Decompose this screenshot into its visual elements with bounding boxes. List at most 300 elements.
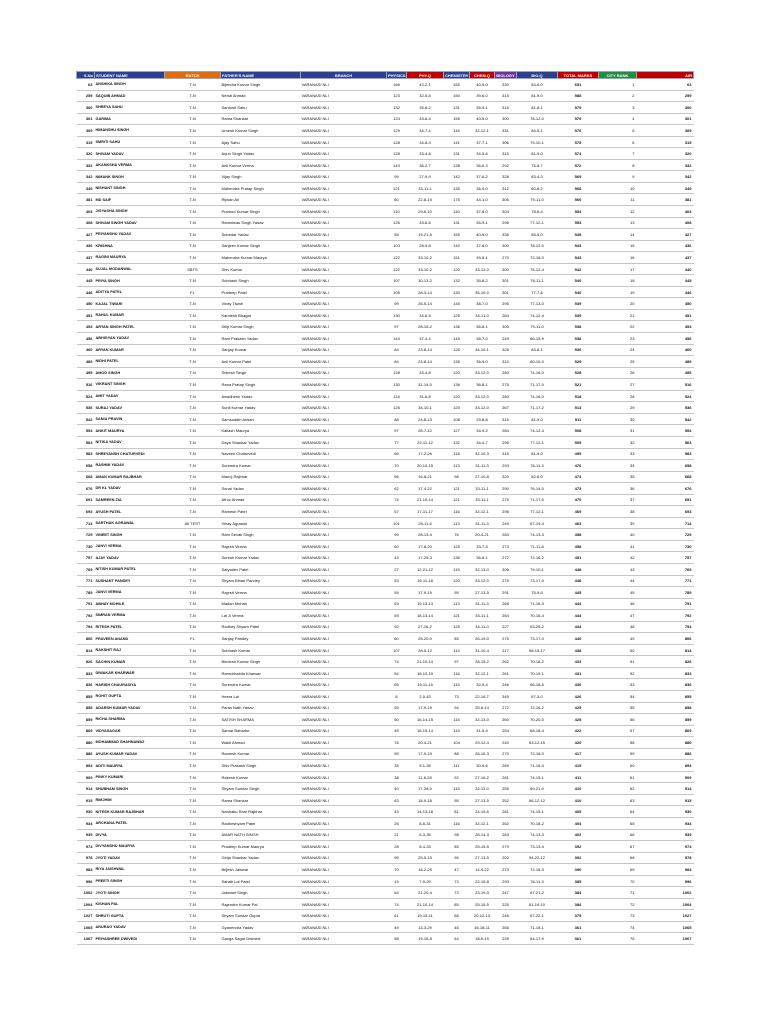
cell-sno: 456 <box>77 333 95 345</box>
cell-air: 729 <box>637 529 694 541</box>
cell-batch: T-N <box>165 540 221 552</box>
cell-city-rank: 48 <box>599 621 637 633</box>
cell-physics: 28 <box>387 841 407 853</box>
cell-branch: VARANASI NLI <box>301 436 387 448</box>
cell-batch: T-N <box>165 171 221 183</box>
cell-bio-q: 75-9-6 <box>517 587 558 599</box>
cell-chemistry: 121 <box>444 483 470 495</box>
cell-city-rank: 51 <box>599 656 637 668</box>
cell-chemistry: 116 <box>444 125 470 137</box>
cell-bio-q: 78-12-0 <box>517 113 558 125</box>
table-row <box>77 333 694 345</box>
cell-physics: 65 <box>387 679 407 691</box>
cell-bio-q: 83-4-3 <box>517 171 558 183</box>
table-row <box>77 448 694 460</box>
cell-chemistry: 92 <box>444 771 470 783</box>
cell-chemistry: 121 <box>444 494 470 506</box>
cell-chemistry: 98 <box>444 471 470 483</box>
cell-physics: 64 <box>387 887 407 899</box>
cell-chem-q: 27-10-8 <box>470 471 495 483</box>
cell-air: 495 <box>637 367 694 379</box>
cell-chemistry: 76 <box>444 529 470 541</box>
cell-chemistry: 85 <box>444 841 470 853</box>
cell-sno: 939 <box>77 829 95 841</box>
cell-biology: 260 <box>495 714 517 726</box>
cell-father-name: Naveen Chaturvedi <box>221 448 301 460</box>
cell-bio-q: 70-18-2 <box>517 656 558 668</box>
cell-batch: T-N <box>165 852 221 864</box>
cell-phy-q: 22-8-15 <box>407 194 444 206</box>
header-phy-q: PHY.Q <box>407 72 444 79</box>
cell-biology: 315 <box>495 90 517 102</box>
cell-student-name: NIMANK SINGH <box>95 171 165 183</box>
cell-city-rank: 38 <box>599 506 637 518</box>
cell-student-name: JYOTI YADAV <box>95 852 165 864</box>
cell-batch: T-N <box>165 783 221 795</box>
table-row <box>77 852 694 864</box>
cell-biology: 246 <box>495 679 517 691</box>
cell-air: 536 <box>637 402 694 414</box>
cell-phy-q: 24-8-13 <box>407 413 444 425</box>
cell-phy-q: 33-10-2 <box>407 263 444 275</box>
cell-chem-q: 39-6-0 <box>470 90 495 102</box>
cell-sno: 1004 <box>77 898 95 910</box>
cell-city-rank: 71 <box>599 887 637 899</box>
cell-branch: VARANASI NLI <box>301 413 387 425</box>
cell-city-rank: 20 <box>599 298 637 310</box>
cell-phy-q: 7-9-29 <box>407 875 444 887</box>
cell-sno: 934 <box>77 818 95 830</box>
table-row <box>77 148 694 160</box>
cell-father-name: Samar Bahadur <box>221 725 301 737</box>
cell-batch: T-N <box>165 240 221 252</box>
cell-father-name: Subedar Yadav <box>221 229 301 241</box>
cell-chem-q: 44-1-0 <box>470 194 495 206</box>
cell-chem-q: 33-12-0 <box>470 575 495 587</box>
cell-phy-q: 18-13-14 <box>407 610 444 622</box>
cell-chem-q: 31-5-9 <box>470 725 495 737</box>
cell-student-name: KISHAN PAL <box>95 898 165 910</box>
cell-chem-q: 27-13-5 <box>470 587 495 599</box>
cell-biology: 312 <box>495 182 517 194</box>
cell-air: 524 <box>637 390 694 402</box>
cell-biology: 252 <box>495 794 517 806</box>
cell-city-rank: 4 <box>599 113 637 125</box>
cell-chemistry: 125 <box>444 309 470 321</box>
cell-batch: T-N <box>165 90 221 102</box>
cell-total-marks: 499 <box>558 448 599 460</box>
cell-biology: 239 <box>495 933 517 945</box>
cell-student-name: ROHIT GUPTA <box>95 690 165 702</box>
cell-chemistry: 104 <box>444 737 470 749</box>
cell-phy-q: 31-6-8 <box>407 390 444 402</box>
table-row <box>77 898 694 910</box>
cell-phy-q: 17-8-20 <box>407 540 444 552</box>
cell-chemistry: 175 <box>444 194 470 206</box>
cell-total-marks: 411 <box>558 771 599 783</box>
cell-biology: 280 <box>495 367 517 379</box>
cell-batch: T-N <box>165 679 221 691</box>
cell-sno: 1002 <box>77 887 95 899</box>
table-row <box>77 610 694 622</box>
cell-chem-q: 33-7-5 <box>470 540 495 552</box>
cell-phy-q: 30-13-2 <box>407 275 444 287</box>
cell-phy-q: 37-4-4 <box>407 333 444 345</box>
cell-city-rank: 7 <box>599 148 637 160</box>
cell-bio-q: 64-17-9 <box>517 933 558 945</box>
table-row <box>77 460 694 472</box>
cell-chem-q: 14-9-22 <box>470 864 495 876</box>
cell-branch: VARANASI NLI <box>301 529 387 541</box>
cell-chemistry: 114 <box>444 644 470 656</box>
cell-biology: 270 <box>495 748 517 760</box>
cell-student-name: PRIYANSHU YADAV <box>95 229 165 241</box>
cell-air: 826 <box>637 656 694 668</box>
cell-student-name: JANVI VERMA <box>95 587 165 599</box>
cell-sno: 855 <box>77 690 95 702</box>
cell-physics: 27 <box>387 563 407 575</box>
cell-air: 456 <box>637 333 694 345</box>
cell-total-marks: 575 <box>558 136 599 148</box>
cell-phy-q: 19-11-15 <box>407 679 444 691</box>
cell-chem-q: 26-16-3 <box>470 748 495 760</box>
cell-chemistry: 73 <box>444 875 470 887</box>
cell-air: 939 <box>637 829 694 841</box>
cell-bio-q: 76-11-3 <box>517 460 558 472</box>
cell-branch: VARANASI NLI <box>301 910 387 922</box>
cell-batch: T-N <box>165 933 221 945</box>
cell-city-rank: 24 <box>599 344 637 356</box>
cell-branch: VARANASI NLI <box>301 610 387 622</box>
cell-air: 886 <box>637 748 694 760</box>
cell-phy-q: 21-20-4 <box>407 887 444 899</box>
cell-air: 381 <box>637 194 694 206</box>
cell-chem-q: 34-9-2 <box>470 425 495 437</box>
table-row <box>77 679 694 691</box>
cell-total-marks: 420 <box>558 737 599 749</box>
cell-bio-q: 74-15-1 <box>517 806 558 818</box>
cell-student-name: ABHIGYAN YADAV <box>95 333 165 345</box>
cell-branch: VARANASI NLI <box>301 229 387 241</box>
cell-branch: VARANASI NLI <box>301 714 387 726</box>
cell-batch: T-N <box>165 367 221 379</box>
table-row <box>77 309 694 321</box>
cell-student-name: SHREYA SAHU <box>95 102 165 114</box>
cell-biology: 267 <box>495 402 517 414</box>
cell-biology: 249 <box>495 333 517 345</box>
cell-student-name: RAHUL KUMAR <box>95 309 165 321</box>
cell-chemistry: 115 <box>444 563 470 575</box>
cell-physics: 128 <box>387 136 407 148</box>
cell-sno: 730 <box>77 540 95 552</box>
cell-phy-q: 34-8-3 <box>407 136 444 148</box>
cell-branch: VARANASI NLI <box>301 275 387 287</box>
cell-biology: 281 <box>495 806 517 818</box>
cell-bio-q: 71-16-3 <box>517 598 558 610</box>
cell-city-rank: 9 <box>599 171 637 183</box>
cell-biology: 275 <box>495 494 517 506</box>
cell-chemistry: 155 <box>444 79 470 91</box>
cell-branch: VARANASI NLI <box>301 898 387 910</box>
cell-city-rank: 68 <box>599 852 637 864</box>
cell-chemistry: 46 <box>444 921 470 933</box>
cell-sno: 542 <box>77 413 95 425</box>
cell-chemistry: 68 <box>444 910 470 922</box>
table-row <box>77 864 694 876</box>
cell-sno: 315 <box>77 136 95 148</box>
table-row <box>77 344 694 356</box>
cell-air: 563 <box>637 436 694 448</box>
cell-student-name: SHIVAM YADAV <box>95 148 165 160</box>
cell-father-name: SATISH SHARMA <box>221 714 301 726</box>
cell-chem-q: 36-8-1 <box>470 552 495 564</box>
cell-biology: 326 <box>495 344 517 356</box>
cell-chemistry: 127 <box>444 425 470 437</box>
cell-biology: 275 <box>495 379 517 391</box>
cell-father-name: Ramesh Kumar <box>221 748 301 760</box>
cell-city-rank: 5 <box>599 125 637 137</box>
cell-physics: 38 <box>387 771 407 783</box>
cell-biology: 262 <box>495 818 517 830</box>
cell-bio-q: 61-19-10 <box>517 898 558 910</box>
cell-total-marks: 458 <box>558 529 599 541</box>
cell-father-name: Shiv Prakash Singh <box>221 760 301 772</box>
cell-bio-q: 74-13-3 <box>517 529 558 541</box>
cell-student-name: VIDYASAGAR <box>95 725 165 737</box>
cell-batch: T-N <box>165 864 221 876</box>
cell-chemistry: 111 <box>444 760 470 772</box>
cell-bio-q: 73-17-0 <box>517 575 558 587</box>
cell-chemistry: 142 <box>444 171 470 183</box>
cell-student-name: DIVYANSHU MAURYA <box>95 841 165 853</box>
cell-father-name: Rama Shankar <box>221 113 301 125</box>
cell-city-rank: 13 <box>599 217 637 229</box>
cell-phy-q: 42-2-1 <box>407 79 444 91</box>
cell-city-rank: 74 <box>599 921 637 933</box>
cell-sno: 826 <box>77 656 95 668</box>
cell-phy-q: 33-8-4 <box>407 113 444 125</box>
cell-branch: VARANASI NLI <box>301 182 387 194</box>
cell-batch: T-N <box>165 333 221 345</box>
cell-father-name: Rajesh Verma <box>221 587 301 599</box>
cell-biology: 306 <box>495 194 517 206</box>
cell-batch: FL <box>165 633 221 645</box>
cell-physics: 66 <box>387 448 407 460</box>
cell-batch: T-N <box>165 818 221 830</box>
cell-chem-q: 34-4-7 <box>470 436 495 448</box>
header-physics: PHYSICS <box>388 72 406 78</box>
cell-batch: T-N <box>165 794 221 806</box>
cell-biology: 306 <box>495 136 517 148</box>
cell-bio-q: 75-8-7 <box>517 159 558 171</box>
cell-father-name: Anil Kumar Patel <box>221 356 301 368</box>
cell-chem-q: 32-12-1 <box>470 818 495 830</box>
cell-chemistry: 85 <box>444 898 470 910</box>
cell-batch: T-N <box>165 806 221 818</box>
cell-bio-q: 81-9-0 <box>517 90 558 102</box>
cell-batch: T-N <box>165 702 221 714</box>
table-row <box>77 217 694 229</box>
cell-student-name: HIMANSHU SINGH <box>95 125 165 137</box>
cell-air: 658 <box>637 460 694 472</box>
cell-student-name: ANSHIKA SINGH <box>95 79 165 91</box>
cell-total-marks: 521 <box>558 379 599 391</box>
cell-father-name: Daya Shankar Yadav <box>221 436 301 448</box>
cell-father-name: Surendra Kumar <box>221 679 301 691</box>
cell-biology: 301 <box>495 275 517 287</box>
cell-phy-q: 17-9-19 <box>407 587 444 599</box>
cell-air: 996 <box>637 875 694 887</box>
cell-batch: T-N <box>165 402 221 414</box>
cell-air: 300 <box>637 102 694 114</box>
cell-total-marks: 543 <box>558 240 599 252</box>
cell-batch: T-N <box>165 309 221 321</box>
cell-student-name: RITESH PATEL <box>95 621 165 633</box>
cell-city-rank: 32 <box>599 436 637 448</box>
cell-bio-q: 76-14-0 <box>517 483 558 495</box>
cell-total-marks: 390 <box>558 864 599 876</box>
cell-student-name: JIGYASHA SINGH <box>95 206 165 218</box>
cell-city-rank: 53 <box>599 679 637 691</box>
cell-physics: 63 <box>387 598 407 610</box>
cell-air: 460 <box>637 344 694 356</box>
cell-physics: 55 <box>387 229 407 241</box>
cell-physics: 97 <box>387 321 407 333</box>
cell-chem-q: 28-15-2 <box>470 656 495 668</box>
cell-branch: VARANASI NLI <box>301 171 387 183</box>
cell-biology: 272 <box>495 552 517 564</box>
cell-sno: 342 <box>77 171 95 183</box>
table-row <box>77 841 694 853</box>
cell-student-name: MOHAMMAD SHAHNAWAZ <box>95 737 165 749</box>
cell-city-rank: 49 <box>599 633 637 645</box>
cell-chem-q: 23-19-3 <box>470 887 495 899</box>
cell-biology: 264 <box>495 610 517 622</box>
cell-sno: 446 <box>77 286 95 298</box>
cell-phy-q: 21-10-14 <box>407 898 444 910</box>
cell-chem-q: 40-5-0 <box>470 229 495 241</box>
cell-student-name: GARIMA <box>95 113 165 125</box>
cell-chemistry: 136 <box>444 379 470 391</box>
cell-sno: 814 <box>77 644 95 656</box>
cell-physics: 50 <box>387 714 407 726</box>
cell-air: 315 <box>637 136 694 148</box>
cell-chem-q: 35-8-2 <box>470 275 495 287</box>
cell-chem-q: 29-12-4 <box>470 737 495 749</box>
table-row <box>77 517 694 529</box>
cell-chemistry: 94 <box>444 702 470 714</box>
cell-city-rank: 41 <box>599 540 637 552</box>
cell-biology: 330 <box>495 79 517 91</box>
cell-phy-q: 33-11-1 <box>407 182 444 194</box>
cell-phy-q: 17-4-22 <box>407 483 444 495</box>
table-row <box>77 182 694 194</box>
cell-sno: 495 <box>77 367 95 379</box>
cell-sno: 836 <box>77 679 95 691</box>
cell-batch: T-N <box>165 737 221 749</box>
table-row <box>77 413 694 425</box>
cell-chemistry: 64 <box>444 933 470 945</box>
cell-physics: 132 <box>387 102 407 114</box>
cell-physics: 118 <box>387 390 407 402</box>
results-table <box>76 71 694 945</box>
cell-biology: 300 <box>495 263 517 275</box>
cell-phy-q: 31-14-0 <box>407 379 444 391</box>
cell-air: 771 <box>637 575 694 587</box>
table-row <box>77 748 694 760</box>
cell-air: 833 <box>637 667 694 679</box>
table-row <box>77 529 694 541</box>
cell-chemistry: 73 <box>444 887 470 899</box>
cell-student-name: ABHAY MOHILE <box>95 598 165 610</box>
cell-batch: T-N <box>165 125 221 137</box>
cell-air: 836 <box>637 679 694 691</box>
cell-bio-q: 66-18-6 <box>517 679 558 691</box>
cell-student-name: NITISH KUMAR PATEL <box>95 563 165 575</box>
cell-student-name: RAGINI MAURYA <box>95 252 165 264</box>
cell-city-rank: 23 <box>599 333 637 345</box>
cell-phy-q: 28-5-12 <box>407 644 444 656</box>
cell-air: 403 <box>637 206 694 218</box>
cell-chem-q: 32-10-3 <box>470 448 495 460</box>
cell-physics: 8 <box>387 690 407 702</box>
cell-sno: 437 <box>77 252 95 264</box>
cell-air: 554 <box>637 425 694 437</box>
cell-chem-q: 40-5-0 <box>470 113 495 125</box>
cell-bio-q: 68-18-4 <box>517 725 558 737</box>
cell-phy-q: 33-6-6 <box>407 217 444 229</box>
cell-student-name: VIKRANT SINGH <box>95 379 165 391</box>
cell-batch: T-N <box>165 390 221 402</box>
cell-sno: 489 <box>77 356 95 368</box>
cell-city-rank: 64 <box>599 806 637 818</box>
cell-air: 668 <box>637 471 694 483</box>
cell-phy-q: 23-8-14 <box>407 344 444 356</box>
cell-father-name: Bindesh Kumar Singh <box>221 656 301 668</box>
cell-physics: 54 <box>387 667 407 679</box>
cell-student-name: SHIVAM SINGH YADAV <box>95 217 165 229</box>
cell-batch: T-N <box>165 829 221 841</box>
cell-father-name: AMAR NATH SINGH <box>221 829 301 841</box>
table-row <box>77 921 694 933</box>
table-row <box>77 159 694 171</box>
cell-city-rank: 58 <box>599 737 637 749</box>
cell-total-marks: 426 <box>558 690 599 702</box>
cell-total-marks: 528 <box>558 367 599 379</box>
cell-branch: VARANASI NLI <box>301 344 387 356</box>
cell-chemistry: 108 <box>444 413 470 425</box>
cell-student-name: AJAY YADAV <box>95 552 165 564</box>
cell-total-marks: 410 <box>558 783 599 795</box>
cell-batch: T-N <box>165 771 221 783</box>
cell-phy-q: 23-8-14 <box>407 356 444 368</box>
cell-chem-q: 35-9-1 <box>470 102 495 114</box>
cell-student-name: PRAVEEN ANAND <box>95 633 165 645</box>
cell-city-rank: 26 <box>599 367 637 379</box>
cell-bio-q: 77-12-1 <box>517 217 558 229</box>
cell-physics: 144 <box>387 333 407 345</box>
cell-city-rank: 50 <box>599 644 637 656</box>
cell-chem-q: 34-11-0 <box>470 621 495 633</box>
cell-city-rank: 52 <box>599 667 637 679</box>
cell-city-rank: 8 <box>599 159 637 171</box>
cell-phy-q: 8-6-31 <box>407 818 444 830</box>
cell-branch: VARANASI NLI <box>301 702 387 714</box>
cell-air: 880 <box>637 737 694 749</box>
table-row <box>77 829 694 841</box>
cell-physics: 122 <box>387 252 407 264</box>
cell-sno: 729 <box>77 529 95 541</box>
